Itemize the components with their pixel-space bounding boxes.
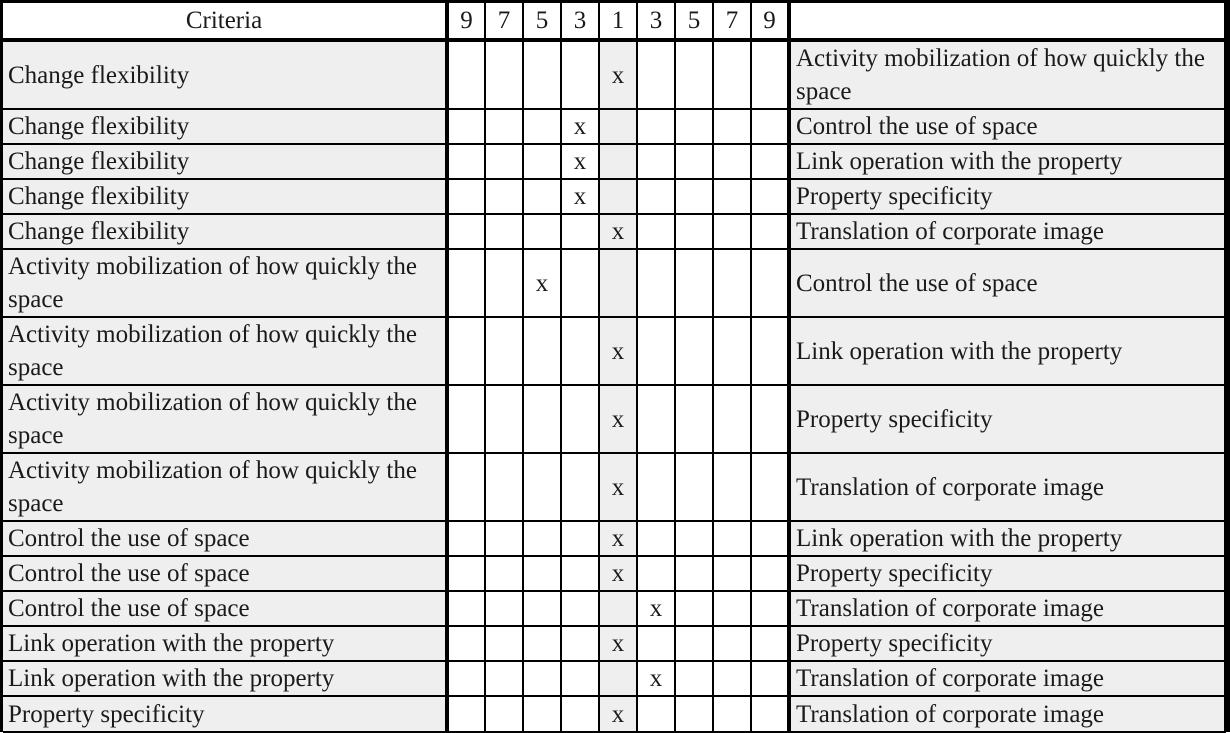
table-row xyxy=(3,386,1226,454)
scale-cell xyxy=(676,215,714,250)
right-criterion: Control the use of space xyxy=(791,250,1226,318)
scale-cell xyxy=(449,627,486,662)
scale-cell xyxy=(638,110,676,145)
scale-cell xyxy=(638,557,676,592)
left-criterion: Activity mobilization of how quickly the space xyxy=(3,318,449,386)
scale-cell xyxy=(638,627,676,662)
scale-cell xyxy=(449,42,486,110)
scale-cell xyxy=(714,627,752,662)
scale-cell xyxy=(600,110,638,145)
right-criterion: Translation of corporate image xyxy=(791,215,1226,250)
scale-cell xyxy=(714,522,752,557)
scale-cell xyxy=(449,662,486,697)
scale-cell xyxy=(562,557,600,592)
scale-cell xyxy=(714,662,752,697)
scale-header: 1 xyxy=(600,3,638,42)
scale-cell xyxy=(524,42,562,110)
scale-cell xyxy=(524,318,562,386)
scale-cell xyxy=(524,145,562,180)
scale-cell xyxy=(638,318,676,386)
mark-cell: x xyxy=(600,215,638,250)
scale-cell xyxy=(714,386,752,454)
scale-cell xyxy=(600,180,638,215)
right-criterion: Property specificity xyxy=(791,180,1226,215)
left-criterion: Activity mobilization of how quickly the space xyxy=(3,386,449,454)
scale-header: 5 xyxy=(524,3,562,42)
scale-cell xyxy=(638,250,676,318)
scale-cell xyxy=(449,318,486,386)
criteria-header: Criteria xyxy=(3,3,449,42)
right-criterion: Property specificity xyxy=(791,557,1226,592)
scale-cell xyxy=(449,557,486,592)
table-row xyxy=(3,697,1226,733)
mark-cell: x xyxy=(600,522,638,557)
scale-cell xyxy=(486,454,524,522)
scale-cell xyxy=(486,386,524,454)
mark-cell: x xyxy=(638,592,676,627)
scale-cell xyxy=(714,215,752,250)
scale-cell xyxy=(562,454,600,522)
scale-cell xyxy=(676,180,714,215)
scale-cell xyxy=(524,697,562,733)
left-criterion: Link operation with the property xyxy=(3,627,449,662)
scale-cell xyxy=(752,592,791,627)
scale-cell xyxy=(562,42,600,110)
header-row xyxy=(3,3,1226,42)
scale-cell xyxy=(752,662,791,697)
scale-cell xyxy=(638,42,676,110)
scale-cell xyxy=(752,180,791,215)
scale-cell xyxy=(714,557,752,592)
scale-cell xyxy=(562,592,600,627)
scale-cell xyxy=(600,145,638,180)
scale-cell xyxy=(676,557,714,592)
scale-header: 9 xyxy=(752,3,791,42)
scale-cell xyxy=(752,145,791,180)
scale-cell xyxy=(486,180,524,215)
table-row xyxy=(3,662,1226,697)
right-criterion: Link operation with the property xyxy=(791,318,1226,386)
mark-cell: x xyxy=(562,110,600,145)
scale-cell xyxy=(638,180,676,215)
mark-cell: x xyxy=(562,145,600,180)
mark-cell: x xyxy=(600,318,638,386)
scale-cell xyxy=(638,215,676,250)
scale-cell xyxy=(752,697,791,733)
scale-cell xyxy=(486,250,524,318)
right-criterion: Property specificity xyxy=(791,627,1226,662)
right-criterion: Translation of corporate image xyxy=(791,662,1226,697)
scale-cell xyxy=(562,250,600,318)
mark-cell: x xyxy=(524,250,562,318)
scale-cell xyxy=(486,662,524,697)
scale-cell xyxy=(449,145,486,180)
scale-cell xyxy=(676,592,714,627)
scale-cell xyxy=(486,215,524,250)
table-row xyxy=(3,180,1226,215)
left-criterion: Change flexibility xyxy=(3,215,449,250)
scale-cell xyxy=(676,110,714,145)
table-row xyxy=(3,454,1226,522)
pairwise-comparison-table xyxy=(3,3,1226,733)
scale-cell xyxy=(714,318,752,386)
table-row xyxy=(3,627,1226,662)
scale-header: 7 xyxy=(714,3,752,42)
left-criterion: Control the use of space xyxy=(3,592,449,627)
table-row xyxy=(3,318,1226,386)
scale-cell xyxy=(486,627,524,662)
scale-cell xyxy=(524,180,562,215)
right-criterion: Link operation with the property xyxy=(791,522,1226,557)
scale-cell xyxy=(486,145,524,180)
scale-cell xyxy=(752,250,791,318)
table-row xyxy=(3,522,1226,557)
scale-cell xyxy=(714,592,752,627)
scale-cell xyxy=(714,180,752,215)
scale-cell xyxy=(638,522,676,557)
scale-cell xyxy=(676,697,714,733)
scale-header: 3 xyxy=(638,3,676,42)
right-criterion: Translation of corporate image xyxy=(791,592,1226,627)
scale-cell xyxy=(449,454,486,522)
mark-cell: x xyxy=(600,627,638,662)
table-body xyxy=(3,42,1226,733)
scale-cell xyxy=(676,42,714,110)
left-criterion: Link operation with the property xyxy=(3,662,449,697)
scale-cell xyxy=(752,42,791,110)
scale-header: 3 xyxy=(562,3,600,42)
scale-cell xyxy=(486,557,524,592)
scale-cell xyxy=(562,318,600,386)
scale-cell xyxy=(752,522,791,557)
scale-cell xyxy=(562,662,600,697)
scale-cell xyxy=(600,250,638,318)
mark-cell: x xyxy=(600,557,638,592)
scale-cell xyxy=(752,557,791,592)
right-criterion: Activity mobilization of how quickly the space xyxy=(791,42,1226,110)
scale-cell xyxy=(752,110,791,145)
scale-cell xyxy=(752,454,791,522)
left-criterion: Control the use of space xyxy=(3,557,449,592)
scale-cell xyxy=(486,318,524,386)
scale-cell xyxy=(486,697,524,733)
table-row xyxy=(3,42,1226,110)
scale-header: 9 xyxy=(449,3,486,42)
scale-cell xyxy=(486,522,524,557)
table-row xyxy=(3,215,1226,250)
scale-cell xyxy=(562,522,600,557)
mark-cell: x xyxy=(638,662,676,697)
scale-header: 7 xyxy=(486,3,524,42)
right-criterion: Translation of corporate image xyxy=(791,697,1226,733)
scale-cell xyxy=(752,627,791,662)
scale-cell xyxy=(449,697,486,733)
table-row xyxy=(3,592,1226,627)
left-criterion: Change flexibility xyxy=(3,42,449,110)
mark-cell: x xyxy=(600,386,638,454)
scale-cell xyxy=(486,110,524,145)
mark-cell: x xyxy=(600,454,638,522)
left-criterion: Change flexibility xyxy=(3,145,449,180)
scale-cell xyxy=(676,454,714,522)
scale-cell xyxy=(714,697,752,733)
right-criterion: Control the use of space xyxy=(791,110,1226,145)
scale-cell xyxy=(562,627,600,662)
scale-cell xyxy=(714,145,752,180)
right-criterion: Link operation with the property xyxy=(791,145,1226,180)
scale-cell xyxy=(449,180,486,215)
right-criterion: Property specificity xyxy=(791,386,1226,454)
scale-cell xyxy=(449,110,486,145)
scale-cell xyxy=(486,42,524,110)
left-criterion: Change flexibility xyxy=(3,110,449,145)
right-criterion: Translation of corporate image xyxy=(791,454,1226,522)
scale-cell xyxy=(449,250,486,318)
scale-cell xyxy=(638,454,676,522)
scale-cell xyxy=(676,627,714,662)
scale-cell xyxy=(752,318,791,386)
mark-cell: x xyxy=(562,180,600,215)
scale-cell xyxy=(524,522,562,557)
scale-cell xyxy=(752,386,791,454)
scale-cell xyxy=(524,592,562,627)
scale-cell xyxy=(562,215,600,250)
scale-cell xyxy=(524,557,562,592)
scale-cell xyxy=(524,386,562,454)
scale-cell xyxy=(714,110,752,145)
table-row xyxy=(3,557,1226,592)
scale-cell xyxy=(449,215,486,250)
scale-cell xyxy=(524,662,562,697)
scale-cell xyxy=(600,662,638,697)
scale-cell xyxy=(676,662,714,697)
scale-cell xyxy=(676,250,714,318)
left-criterion: Activity mobilization of how quickly the space xyxy=(3,250,449,318)
scale-cell xyxy=(676,522,714,557)
scale-header: 5 xyxy=(676,3,714,42)
scale-cell xyxy=(676,318,714,386)
scale-cell xyxy=(676,386,714,454)
scale-cell xyxy=(449,386,486,454)
scale-cell xyxy=(449,592,486,627)
scale-cell xyxy=(524,110,562,145)
table-row xyxy=(3,110,1226,145)
left-criterion: Property specificity xyxy=(3,697,449,733)
scale-cell xyxy=(524,627,562,662)
scale-cell xyxy=(714,250,752,318)
scale-cell xyxy=(638,386,676,454)
scale-cell xyxy=(714,42,752,110)
scale-cell xyxy=(752,215,791,250)
scale-cell xyxy=(562,697,600,733)
scale-cell xyxy=(562,386,600,454)
scale-cell xyxy=(676,145,714,180)
left-criterion: Change flexibility xyxy=(3,180,449,215)
scale-cell xyxy=(714,454,752,522)
table-row xyxy=(3,250,1226,318)
table-row xyxy=(3,145,1226,180)
left-criterion: Control the use of space xyxy=(3,522,449,557)
right-criteria-header xyxy=(791,3,1226,42)
mark-cell: x xyxy=(600,42,638,110)
scale-cell xyxy=(486,592,524,627)
scale-cell xyxy=(600,592,638,627)
scale-cell xyxy=(638,697,676,733)
scale-cell xyxy=(524,215,562,250)
mark-cell: x xyxy=(600,697,638,733)
scale-cell xyxy=(524,454,562,522)
scale-cell xyxy=(638,145,676,180)
scale-cell xyxy=(449,522,486,557)
left-criterion: Activity mobilization of how quickly the space xyxy=(3,454,449,522)
